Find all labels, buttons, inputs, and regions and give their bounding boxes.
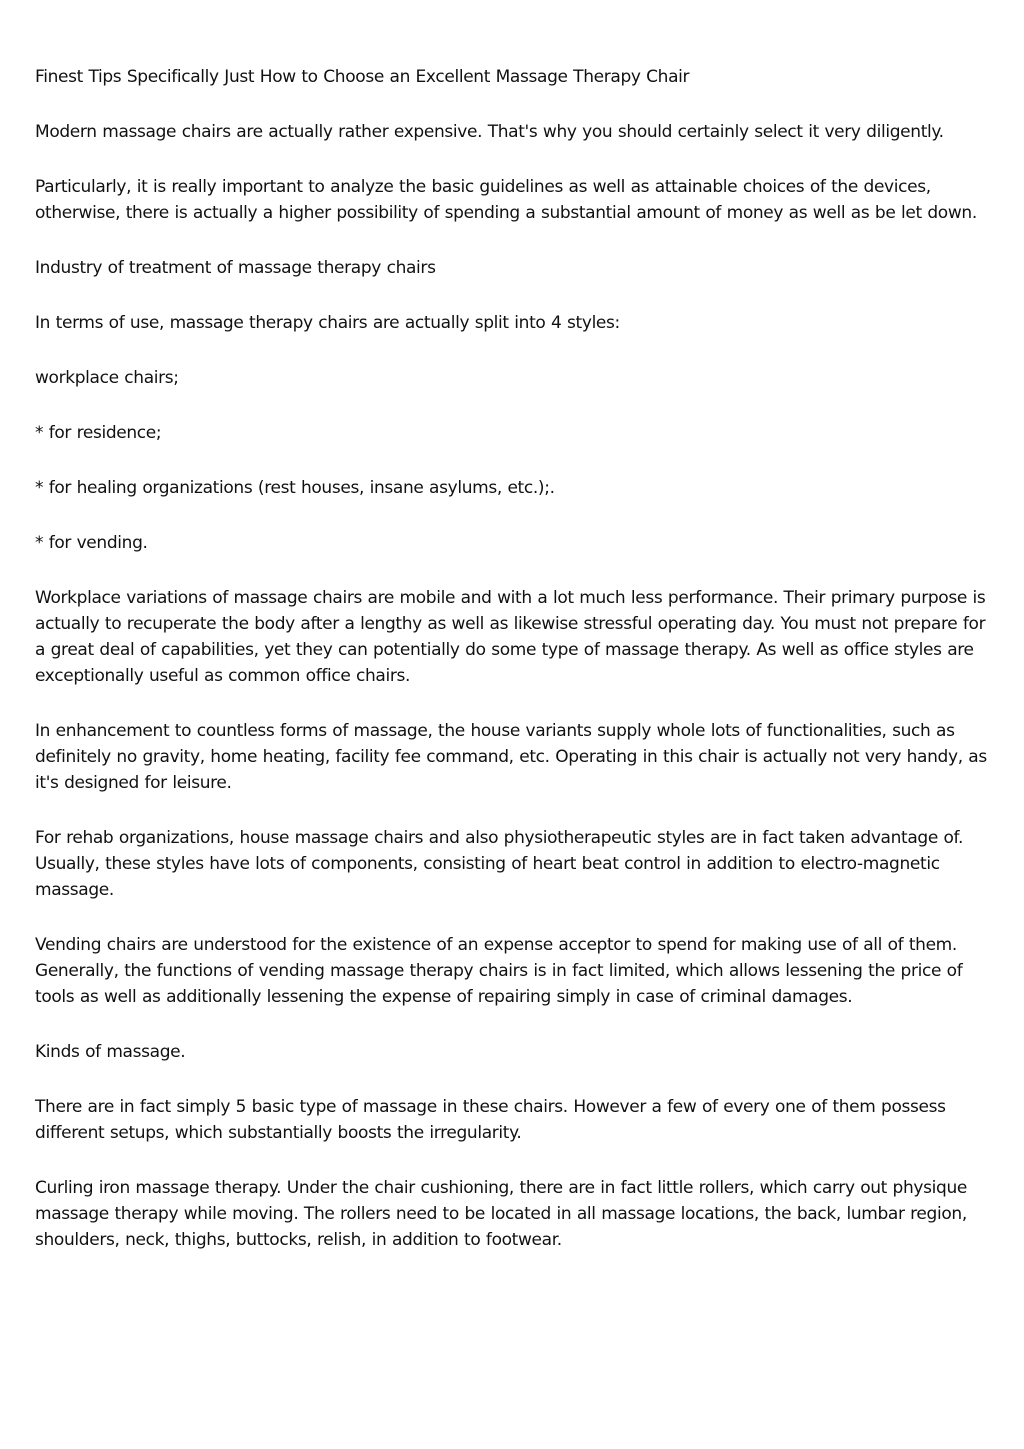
document-body	[35, 64, 995, 1282]
list-item-residence: * for residence;	[35, 423, 162, 443]
section-heading-industry: Industry of treatment of massage therapy chairs	[35, 258, 436, 278]
paragraph-styles-intro: In terms of use, massage therapy chairs are actually split into 4 styles:	[35, 313, 620, 333]
paragraph-guidelines: Particularly, it is really important to analyze the basic guidelines as well as attainable choices of the devices, otherwise, there is actually a higher possibility of spending a substantial amount of money as well as be let down.	[35, 177, 977, 223]
paragraph-roller-massage: Curling iron massage therapy. Under the chair cushioning, there are in fact little rollers, which carry out physique massage therapy while moving. The rollers need to be located in all massage locations, the back, lumbar region, shoulders, neck, thighs, buttocks, relish, in addition to footwear.	[35, 1178, 967, 1250]
paragraph-basic-types: There are in fact simply 5 basic type of massage in these chairs. However a few of every one of them possess different setups, which substantially boosts the irregularity.	[35, 1097, 946, 1143]
paragraph-intro: Modern massage chairs are actually rather expensive. That's why you should certainly select it very diligently.	[35, 122, 944, 142]
section-heading-kinds: Kinds of massage.	[35, 1042, 186, 1062]
list-item-workplace: workplace chairs;	[35, 368, 179, 388]
paragraph-rehab: For rehab organizations, house massage chairs and also physiotherapeutic styles are in fact taken advantage of. Usually, these styles have lots of components, consisting of heart beat control in addition to electro-magnetic massage.	[35, 828, 964, 900]
paragraph-vending: Vending chairs are understood for the existence of an expense acceptor to spend for making use of all of them. Generally, the functions of vending massage therapy chairs is in fact limited, which allows lessening the price of tools as well as additionally lessening the expense of repairing simply in case of criminal damages.	[35, 935, 963, 1007]
list-item-healing: * for healing organizations (rest houses, insane asylums, etc.);.	[35, 478, 555, 498]
paragraph-workplace: Workplace variations of massage chairs are mobile and with a lot much less performance. Their primary purpose is actually to recuperate the body after a lengthy as well as likewise stressful operating day. You must not prepare for a great deal of capabilities, yet they can potentially do some type of massage therapy. As well as office styles are exceptionally useful as common office chairs.	[35, 588, 986, 686]
document-title: Finest Tips Specifically Just How to Choose an Excellent Massage Therapy Chair	[35, 67, 690, 87]
paragraph-house: In enhancement to countless forms of massage, the house variants supply whole lots of functionalities, such as definitely no gravity, home heating, facility fee command, etc. Operating in this chair is actually not very handy, as it's designed for leisure.	[35, 721, 987, 793]
list-item-vending: * for vending.	[35, 533, 148, 553]
